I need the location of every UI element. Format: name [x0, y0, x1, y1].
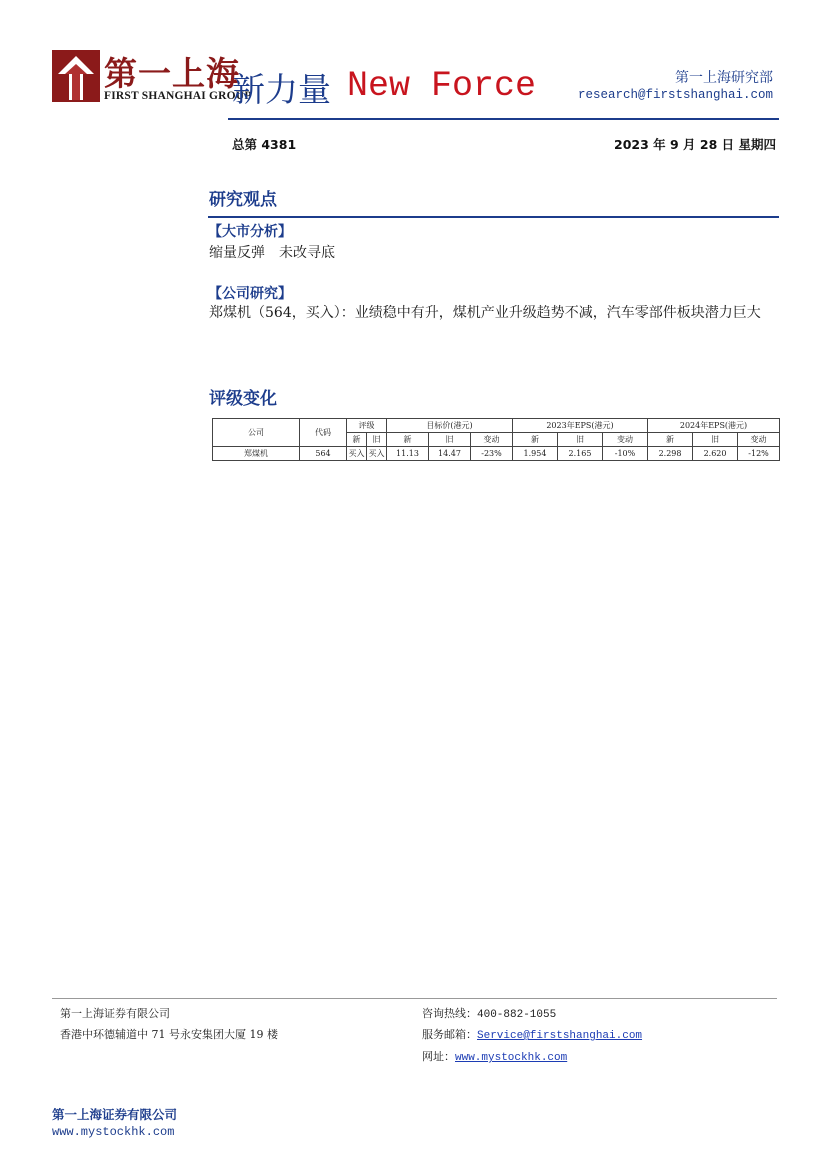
website-link[interactable]: www.mystockhk.com	[455, 1052, 568, 1064]
publication-title-cn: 新力量	[232, 70, 331, 109]
hotline-label: 咨询热线：	[422, 1007, 477, 1020]
table-header-row	[213, 419, 780, 433]
publication-title-en: New Force	[347, 66, 537, 106]
subheader-new: 新	[648, 433, 693, 447]
cell-target-old: 14.47	[429, 447, 471, 461]
market-analysis-text[interactable]: 缩量反弹 未改寻底	[209, 245, 335, 261]
logo-chinese-text: 第一上海	[104, 54, 240, 93]
cell-company: 郑煤机	[213, 447, 300, 461]
cell-target-change: -23%	[471, 447, 513, 461]
subheader-change: 变动	[603, 433, 648, 447]
footer-address: 香港中环德辅道中 71 号永安集团大厦 19 楼	[60, 1028, 278, 1041]
service-email-link[interactable]: Service@firstshanghai.com	[477, 1030, 643, 1042]
market-analysis-label: 【大市分析】	[208, 224, 292, 240]
cell-eps2023-change: -10%	[603, 447, 648, 461]
bottom-website[interactable]: www.mystockhk.com	[52, 1125, 175, 1139]
logo-mark	[52, 50, 100, 102]
subheader-new: 新	[347, 433, 367, 447]
cell-eps2024-change: -12%	[738, 447, 780, 461]
cell-eps2024-old: 2.620	[693, 447, 738, 461]
department-name: 第一上海研究部	[675, 70, 773, 86]
cell-eps2024-new: 2.298	[648, 447, 693, 461]
issue-date: 2023 年 9 月 28 日 星期四	[614, 137, 776, 152]
header-code: 代码	[300, 419, 347, 447]
cell-eps2023-old: 2.165	[558, 447, 603, 461]
research-divider	[208, 216, 779, 218]
mail-label: 服务邮箱：	[422, 1028, 477, 1041]
footer-website	[422, 1048, 567, 1064]
header-target-price: 目标价(港元)	[387, 419, 513, 433]
rating-table	[212, 418, 780, 461]
cell-rating-new: 买入	[347, 447, 367, 461]
cell-rating-old: 买入	[367, 447, 387, 461]
research-heading: 研究观点	[209, 190, 277, 210]
footer-divider	[52, 998, 777, 999]
logo-english-text: FIRST SHANGHAI GROUP	[104, 90, 252, 102]
header-eps-2024: 2024年EPS(港元)	[648, 419, 780, 433]
logo-arrow-icon	[52, 50, 100, 102]
header-company: 公司	[213, 419, 300, 447]
subheader-old: 旧	[429, 433, 471, 447]
subheader-old: 旧	[693, 433, 738, 447]
cell-code: 564	[300, 447, 347, 461]
web-label: 网址：	[422, 1050, 455, 1063]
company-research-label: 【公司研究】	[208, 286, 292, 302]
subheader-new: 新	[513, 433, 558, 447]
header-eps-2023: 2023年EPS(港元)	[513, 419, 648, 433]
subheader-change: 变动	[738, 433, 780, 447]
rating-change-heading: 评级变化	[209, 389, 277, 409]
footer-service-mail	[422, 1026, 642, 1042]
header-divider	[228, 118, 779, 120]
company-research-text[interactable]: 郑煤机（564，买入）：业绩稳中有升，煤机产业升级趋势不减，汽车零部件板块潜力巨大	[209, 305, 761, 321]
footer-company: 第一上海证券有限公司	[60, 1007, 170, 1020]
header-rating: 评级	[347, 419, 387, 433]
subheader-change: 变动	[471, 433, 513, 447]
cell-target-new: 11.13	[387, 447, 429, 461]
cell-eps2023-new: 1.954	[513, 447, 558, 461]
bottom-company-name: 第一上海证券有限公司	[52, 1107, 178, 1122]
subheader-old: 旧	[558, 433, 603, 447]
subheader-old: 旧	[367, 433, 387, 447]
research-email[interactable]: research@firstshanghai.com	[577, 88, 773, 102]
footer-hotline	[422, 1005, 556, 1021]
subheader-new: 新	[387, 433, 429, 447]
issue-number: 总第 4381	[232, 137, 297, 152]
table-row	[213, 447, 780, 461]
hotline-number: 400-882-1055	[477, 1009, 557, 1021]
